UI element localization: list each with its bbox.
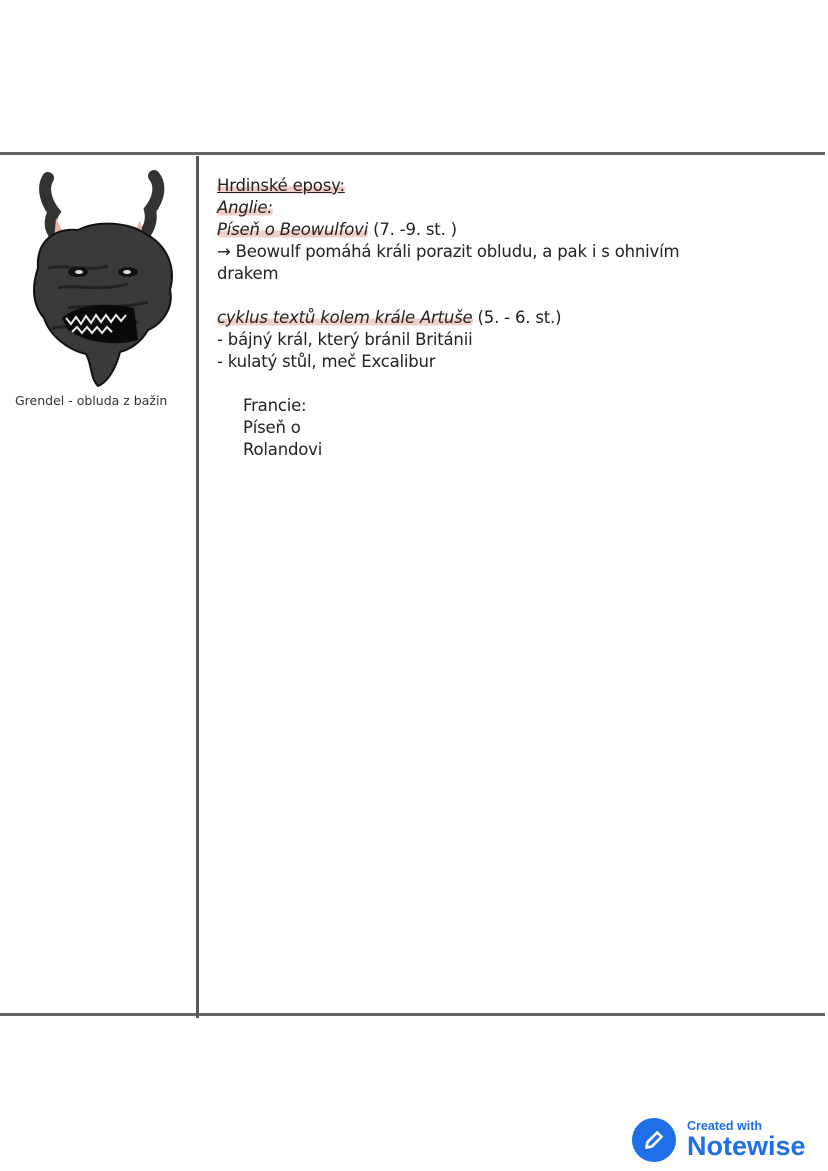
notewise-badge [632,1118,806,1162]
beowulf-date: (7. -9. st. ) [368,220,457,239]
arthur-date: (5. - 6. st.) [472,308,562,327]
top-divider [0,152,825,155]
roland-line: Rolandovi [243,440,323,459]
badge-brand-text: Notewise [687,1131,806,1162]
heading: Hrdinské eposy: [217,176,345,195]
region-england: Anglie: [217,198,273,217]
badge-small-text: Created with [687,1118,763,1133]
column-divider [196,156,199,1018]
arthur-title: cyklus textů kolem krále Artuše [217,308,473,327]
pencil-icon [632,1118,676,1162]
roland-line: Píseň o [243,418,301,437]
beowulf-line: drakem [217,264,279,283]
arthur-bullet: - kulatý stůl, meč Excalibur [217,352,436,371]
grendel-drawing [28,168,180,390]
beowulf-line: → Beowulf pomáhá králi porazit obludu, a pak i s ohnivím [217,242,680,261]
arthur-bullet: - bájný král, který bránil Británii [217,330,473,349]
beowulf-title: Píseň o Beowulfovi [217,220,369,239]
region-france: Francie: [243,396,307,415]
drawing-caption: Grendel - obluda z bažin [15,393,168,408]
notes-content [217,175,679,461]
bottom-divider [0,1013,825,1016]
